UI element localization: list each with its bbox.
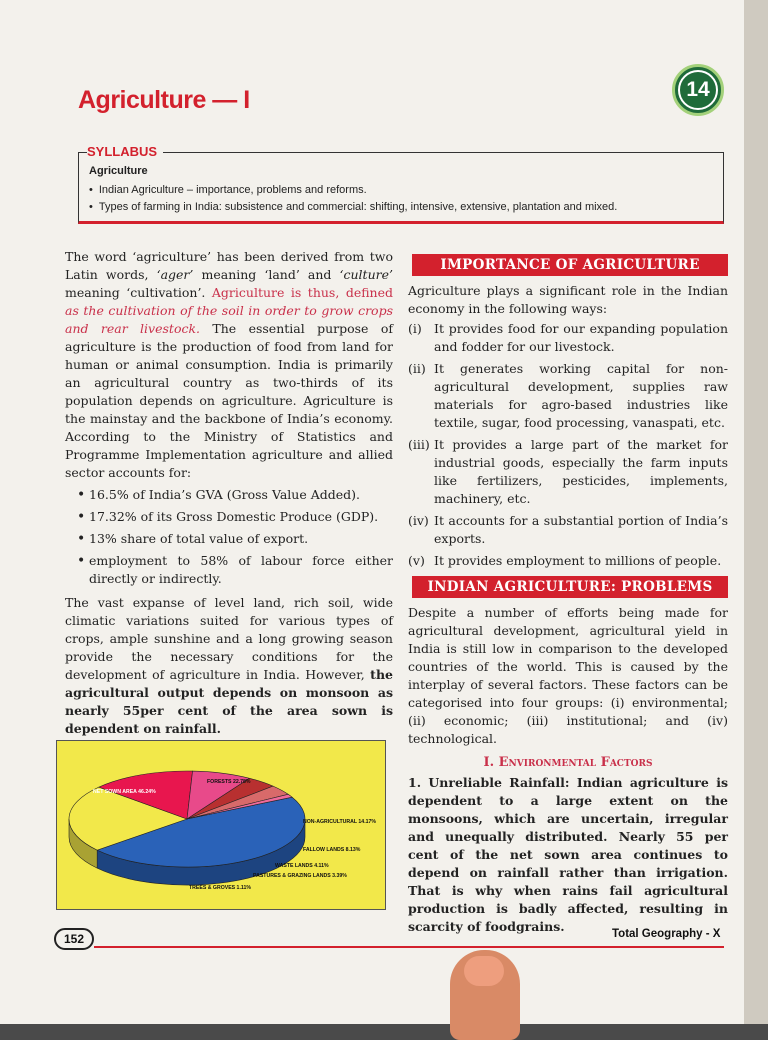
land-use-pie-chart bbox=[56, 740, 386, 910]
stat-item: • 13% share of total value of export. bbox=[65, 530, 393, 548]
item-number: (v) bbox=[408, 553, 425, 568]
stat-item: • 16.5% of India’s GVA (Gross Value Added). bbox=[65, 486, 393, 504]
item-number: (iv) bbox=[408, 513, 429, 528]
item-number: (ii) bbox=[408, 361, 426, 376]
pie-label: TREES & GROVES 1.11% bbox=[189, 885, 251, 891]
book-title: Total Geography - X bbox=[612, 928, 721, 940]
conditions-paragraph bbox=[65, 594, 393, 738]
syllabus-subheading: Agriculture bbox=[89, 165, 148, 177]
item-text: It provides a large part of the market for industrial goods, especially the farm inputs like fertilizers, pesticides, implements, machinery, etc. bbox=[434, 437, 728, 506]
definition-text: as the cultivation of the soil in order to grow crops and rear livestock. bbox=[65, 303, 393, 336]
syllabus-item: • Types of farming in India: subsistence and commercial: shifting, intensive, extensive, plantation and mixed. bbox=[89, 199, 617, 216]
conditions-text: The vast expanse of level land, rich soil, wide climatic variations suited for various types of crops, ample sunshine and a long growing season provide the necessary conditions for the development of agriculture in India. However, bbox=[65, 595, 393, 682]
stat-item: • 17.32% of its Gross Domestic Produce (GDP). bbox=[65, 508, 393, 526]
page-number: 152 bbox=[54, 928, 94, 950]
next-page-edge bbox=[744, 0, 768, 1024]
intro-text: meaning ‘land’ and bbox=[193, 267, 340, 282]
item-text: It accounts for a substantial portion of India’s exports. bbox=[434, 513, 728, 546]
pie-chart-svg bbox=[57, 741, 384, 908]
intro-text: The essential purpose of agriculture is the production of food from land for human or animal consumption. India is primarily an agricultural country as two-thirds of its population depends on agriculture. Agriculture is the mainstay and the backbone of India’s economy. According to the Ministry of Statistics and Programme Implementation agriculture and allied sector accounts for: bbox=[65, 321, 393, 480]
rainfall-text: Indian agriculture is dependent to a large extent on the monsoons, which are uncertain, irregular and unequally distributed. Nearly 55 per cent of the net sown area continues to depend on rainfall rather than irrigation. That is why when rains fail agricultural production is badly affected, resulting in scarcity of foodgrains. bbox=[408, 775, 728, 934]
chapter-number: 14 bbox=[678, 70, 718, 110]
pie-label: WASTE LANDS 4.11% bbox=[275, 863, 329, 869]
intro-term: ‘culture’ bbox=[339, 267, 393, 282]
importance-heading: IMPORTANCE OF AGRICULTURE bbox=[412, 254, 728, 276]
conditions-bold-text: the agricultural output depends on monsoon as nearly 55per cent of the area sown is dependent on rainfall. bbox=[65, 667, 393, 736]
importance-item bbox=[408, 512, 728, 548]
intro-paragraph bbox=[65, 248, 393, 482]
chapter-number-badge bbox=[672, 64, 724, 116]
syllabus-heading: SYLLABUS bbox=[87, 144, 163, 159]
pie-label: NON-AGRICULTURAL 14.17% bbox=[303, 819, 377, 825]
problems-heading: INDIAN AGRICULTURE: PROBLEMS bbox=[412, 576, 728, 598]
importance-item bbox=[408, 436, 728, 508]
pie-label: FALLOW LANDS 8.13% bbox=[303, 847, 361, 853]
item-number: (i) bbox=[408, 321, 422, 336]
importance-intro: Agriculture plays a significant role in the Indian economy in the following ways: bbox=[408, 283, 728, 316]
rainfall-paragraph bbox=[408, 774, 728, 936]
item-text: It provides employment to millions of people. bbox=[434, 553, 722, 568]
intro-term: ‘ager’ bbox=[156, 267, 194, 282]
item-number: (iii) bbox=[408, 437, 430, 452]
importance-item bbox=[408, 360, 728, 432]
finger-thumb bbox=[450, 950, 520, 1040]
syllabus-box bbox=[78, 144, 724, 224]
left-column bbox=[65, 248, 393, 738]
syllabus-list bbox=[89, 182, 617, 216]
rainfall-label: 1. Unreliable Rainfall: bbox=[408, 775, 570, 790]
intro-text: meaning ‘cultivation’. bbox=[65, 285, 212, 300]
footer-rule bbox=[94, 946, 724, 948]
stats-list bbox=[65, 486, 393, 588]
environmental-factors-heading: I. Environmental Factors bbox=[483, 755, 653, 770]
stat-item: • employment to 58% of labour force either directly or indirectly. bbox=[65, 552, 393, 588]
item-text: It provides food for our expanding population and fodder for our livestock. bbox=[434, 321, 728, 354]
item-text: It generates working capital for non-agricultural development, supplies raw materials for agro-based industries like textile, sugar, food processing, vanaspati, etc. bbox=[434, 361, 728, 430]
definition-text: Agriculture is thus, defined bbox=[211, 285, 394, 300]
syllabus-item: • Indian Agriculture – importance, problems and reforms. bbox=[89, 182, 617, 199]
pie-label: NET SOWN AREA 46.24% bbox=[93, 789, 156, 795]
right-column bbox=[408, 248, 728, 936]
intro-text: The word ‘agriculture’ has been derived from two Latin words, bbox=[65, 249, 393, 282]
pie-label: PASTURES & GRAZING LANDS 3.39% bbox=[253, 873, 347, 879]
importance-item bbox=[408, 320, 728, 356]
pie-label: FORESTS 22.78% bbox=[207, 779, 251, 785]
importance-item bbox=[408, 552, 728, 570]
problems-paragraph: Despite a number of efforts being made for agricultural development, agricultural yield in India is still low in comparison to the developed countries of the world. This is caused by the interplay of several factors. These factors can be categorised into four groups: (i) environmental; (ii) economic; (iii) institutional; and (iv) technological. bbox=[408, 605, 728, 746]
chapter-title: Agriculture — I bbox=[78, 86, 250, 114]
importance-list bbox=[408, 320, 728, 570]
